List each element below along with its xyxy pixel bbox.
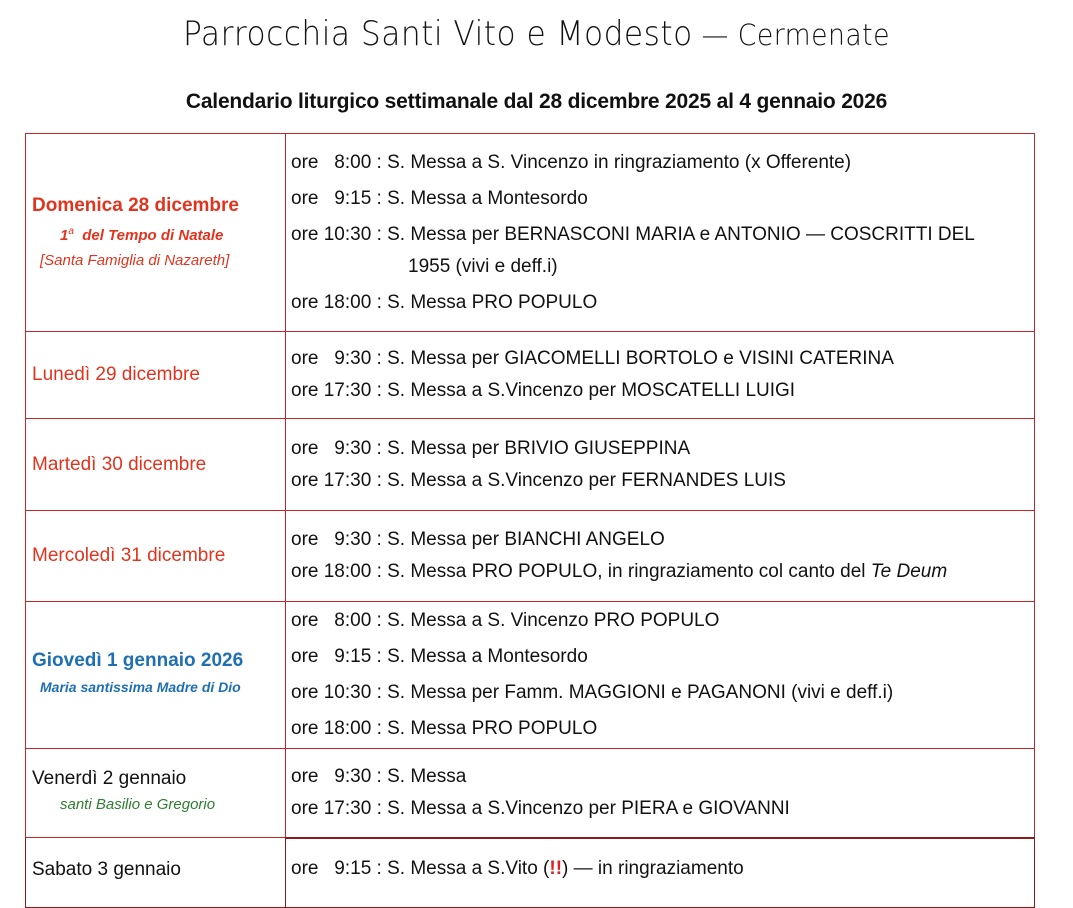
exclamation-mark: !!: [549, 857, 563, 879]
table-row-day-wednesday: [26, 511, 1035, 602]
events-cell: [286, 332, 1035, 419]
event-line: ore 10:30 : S. Messa per BERNASCONI MARIA e ANTONIO — COSCRITTI DEL: [291, 223, 975, 245]
events-cell: [286, 749, 1035, 838]
event-text: ore 18:00 : S. Messa PRO POPULO, in ringraziamento col canto del: [291, 561, 871, 582]
event-line: ore 18:00 : S. Messa PRO POPULO: [291, 291, 598, 313]
day-cell: [26, 602, 286, 749]
day-name: Sabato 3 gennaio: [32, 859, 181, 880]
event-line: ore 9:30 : S. Messa: [291, 765, 467, 787]
events-cell: [286, 511, 1035, 602]
page-title: [43, 14, 1030, 54]
ordinal-rest: del Tempo di Natale: [73, 226, 224, 244]
day-liturgical-note: [32, 218, 279, 250]
event-line: ore 17:30 : S. Messa a S.Vincenzo per PIERA e GIOVANNI: [291, 797, 790, 819]
ordinal-number: 1: [60, 226, 69, 244]
event-line: [291, 556, 1029, 588]
day-name: Domenica 28 dicembre: [32, 194, 239, 216]
day-cell: [26, 419, 286, 511]
table-row-day-monday: [26, 332, 1035, 419]
day-feast: [Santa Famiglia di Nazareth]: [40, 251, 230, 269]
table-row-day-friday: [26, 749, 1035, 838]
event-line-continuation: 1955 (vivi e deff.i): [408, 255, 558, 277]
event-line: ore 9:15 : S. Messa a Montesordo: [291, 646, 588, 667]
table-row-day-sunday: [26, 134, 1035, 332]
event-line: ore 10:30 : S. Messa per Famm. MAGGIONI e PAGANONI (vivi e deff.i): [291, 682, 894, 703]
liturgical-calendar-table: [25, 133, 1035, 908]
event-line: ore 18:00 : S. Messa PRO POPULO: [291, 718, 598, 739]
event-line: ore 9:30 : S. Messa per BIANCHI ANGELO: [291, 529, 665, 550]
events-cell: [286, 419, 1035, 511]
event-text: ) — in ringraziamento: [562, 857, 744, 879]
event-line: ore 17:30 : S. Messa a S.Vincenzo per FERNANDES LUIS: [291, 469, 786, 491]
event-line: [291, 855, 1029, 883]
events-cell: [286, 134, 1035, 332]
day-cell: [26, 511, 286, 602]
event-text-italic: Te Deum: [870, 561, 948, 582]
title-main: Parrocchia Santi Vito e Modesto: [183, 14, 693, 54]
event-text: ore 9:15 : S. Messa a S.Vito (: [291, 857, 550, 879]
day-cell: [26, 749, 286, 838]
table-row-day-tuesday: [26, 419, 1035, 511]
day-name: Lunedì 29 dicembre: [32, 364, 200, 385]
day-feast: santi Basilio e Gregorio: [60, 796, 216, 813]
day-feast: Maria santissima Madre di Dio: [40, 679, 241, 695]
event-line: ore 9:30 : S. Messa per BRIVIO GIUSEPPINA: [291, 437, 691, 459]
events-cell: [286, 602, 1035, 749]
event-line: ore 9:30 : S. Messa per GIACOMELLI BORTOLO e VISINI CATERINA: [291, 348, 894, 369]
table-row-day-saturday: [26, 838, 1035, 908]
day-name: Mercoledì 31 dicembre: [32, 545, 226, 566]
day-cell: [26, 332, 286, 419]
event-line: ore 8:00 : S. Messa a S. Vincenzo in ringraziamento (x Offerente): [291, 151, 852, 173]
day-cell: [26, 134, 286, 332]
day-name: Martedì 30 dicembre: [32, 453, 207, 475]
table-row-day-thursday: [26, 602, 1035, 749]
day-cell: [26, 838, 286, 908]
event-line: ore 17:30 : S. Messa a S.Vincenzo per MOSCATELLI LUIGI: [291, 380, 796, 401]
title-place: Cermenate: [737, 18, 890, 52]
events-cell: [286, 838, 1035, 908]
ordinal-suffix: a: [68, 225, 74, 237]
day-name: Venerdì 2 gennaio: [32, 768, 187, 789]
event-line: ore 9:15 : S. Messa a Montesordo: [291, 187, 588, 209]
event-line: ore 8:00 : S. Messa a S. Vincenzo PRO POPULO: [291, 610, 720, 631]
day-name: Giovedì 1 gennaio 2026: [32, 650, 244, 671]
title-separator: —: [692, 18, 738, 52]
calendar-subtitle: Calendario liturgico settimanale dal 28 dicembre 2025 al 4 gennaio 2026: [185, 90, 888, 113]
